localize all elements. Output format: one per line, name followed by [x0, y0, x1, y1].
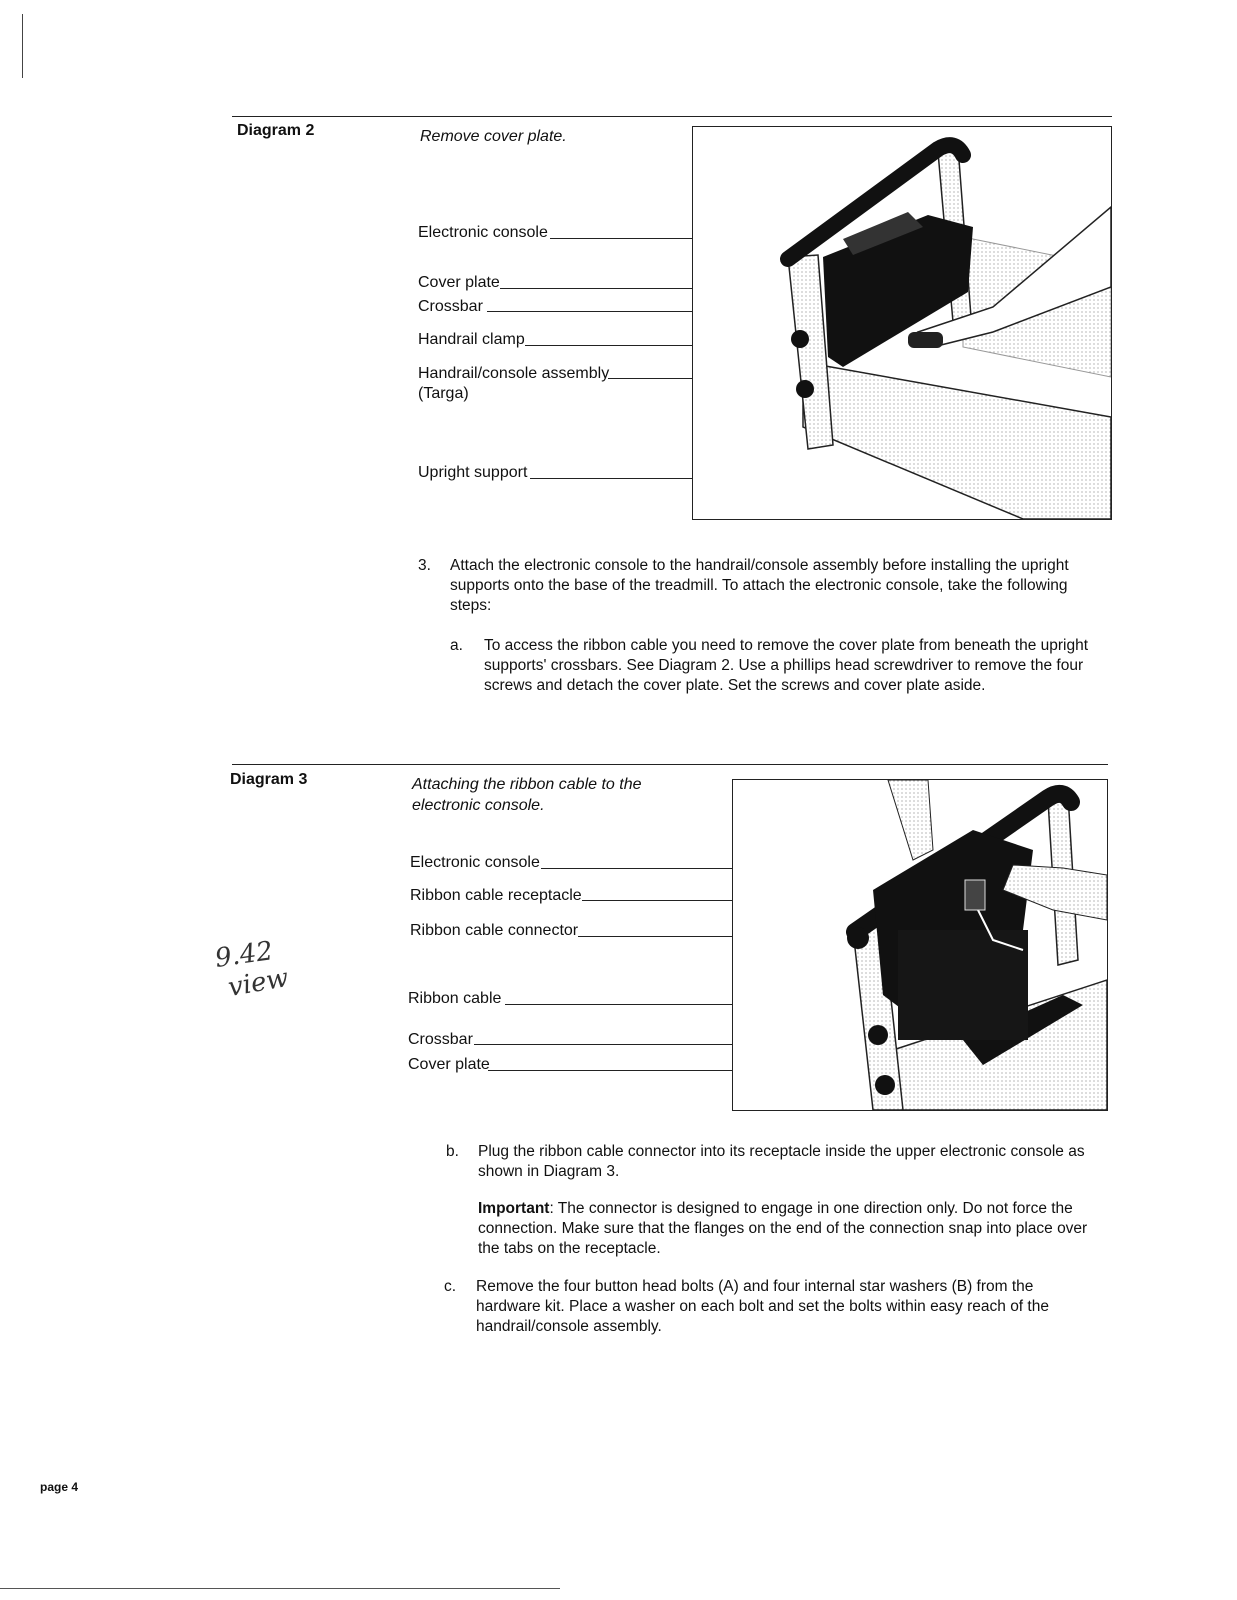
step-a-letter: a. — [450, 637, 463, 654]
diagram2-illustration — [692, 126, 1112, 520]
handwritten-note-number: 9.42 — [213, 936, 275, 974]
step-b-important — [478, 1199, 1106, 1259]
d2-label-handrail-console-assembly: Handrail/console assembly — [418, 365, 610, 382]
diagram2-rule — [232, 116, 1112, 117]
handwritten-note-word: view — [225, 962, 291, 1004]
d2-label-cover-plate: Cover plate — [418, 274, 500, 291]
scan-mark-left — [22, 14, 23, 78]
d2-label-upright-support: Upright support — [418, 464, 528, 481]
d3-label-ribbon-cable: Ribbon cable — [408, 990, 502, 1007]
important-text: : The connector is designed to engage in one direction only. Do not force the connection. Make sure that the flanges on the end of the connection snap into place over the tabs on the receptacle. — [478, 1200, 1088, 1257]
page-number: page 4 — [40, 1480, 79, 1494]
d2-label-targa: (Targa) — [418, 385, 469, 402]
d2-label-electronic-console: Electronic console — [418, 224, 548, 241]
diagram3-illustration — [732, 779, 1108, 1111]
d3-label-crossbar: Crossbar — [408, 1031, 473, 1048]
diagram2-caption: Remove cover plate. — [420, 128, 567, 145]
step-c-letter: c. — [444, 1278, 457, 1295]
step3-number: 3. — [418, 557, 431, 574]
treadmill-handrail-illustration — [693, 127, 1111, 519]
d3-label-cover-plate: Cover plate — [408, 1056, 490, 1073]
ribbon-cable-illustration — [733, 780, 1107, 1110]
step-b-text: Plug the ribbon cable connector into its receptacle inside the upper electronic console as shown in Diagram 3. — [478, 1143, 1085, 1180]
important-label: Important — [478, 1200, 550, 1217]
step-b-letter: b. — [446, 1143, 459, 1160]
d2-label-crossbar: Crossbar — [418, 298, 483, 315]
scan-mark-bottom — [0, 1588, 560, 1589]
d2-label-handrail-clamp: Handrail clamp — [418, 331, 525, 348]
diagram3-caption: Attaching the ribbon cable to the electronic console. — [412, 776, 642, 814]
diagram3-title: Diagram 3 — [230, 771, 308, 788]
step-a-text: To access the ribbon cable you need to remove the cover plate from beneath the upright supports' crossbars. See Diagram 2. Use a phillips head screwdriver to remove the four screws and detach the cover plate. Set the screws and cover plate aside. — [484, 637, 1089, 694]
d3-label-ribbon-cable-receptacle: Ribbon cable receptacle — [410, 887, 582, 904]
d3-label-ribbon-cable-connector: Ribbon cable connector — [410, 922, 579, 939]
step-c-text: Remove the four button head bolts (A) and four internal star washers (B) from the hardware kit. Place a washer on each bolt and set the bolts within easy reach of the handrail/console assembly. — [476, 1278, 1049, 1335]
d3-label-electronic-console: Electronic console — [410, 854, 540, 871]
diagram3-rule — [232, 764, 1108, 765]
diagram2-title: Diagram 2 — [237, 122, 315, 139]
step3-text: Attach the electronic console to the handrail/console assembly before installing the upright supports onto the base of the treadmill. To attach the electronic console, take the following steps: — [450, 557, 1069, 614]
